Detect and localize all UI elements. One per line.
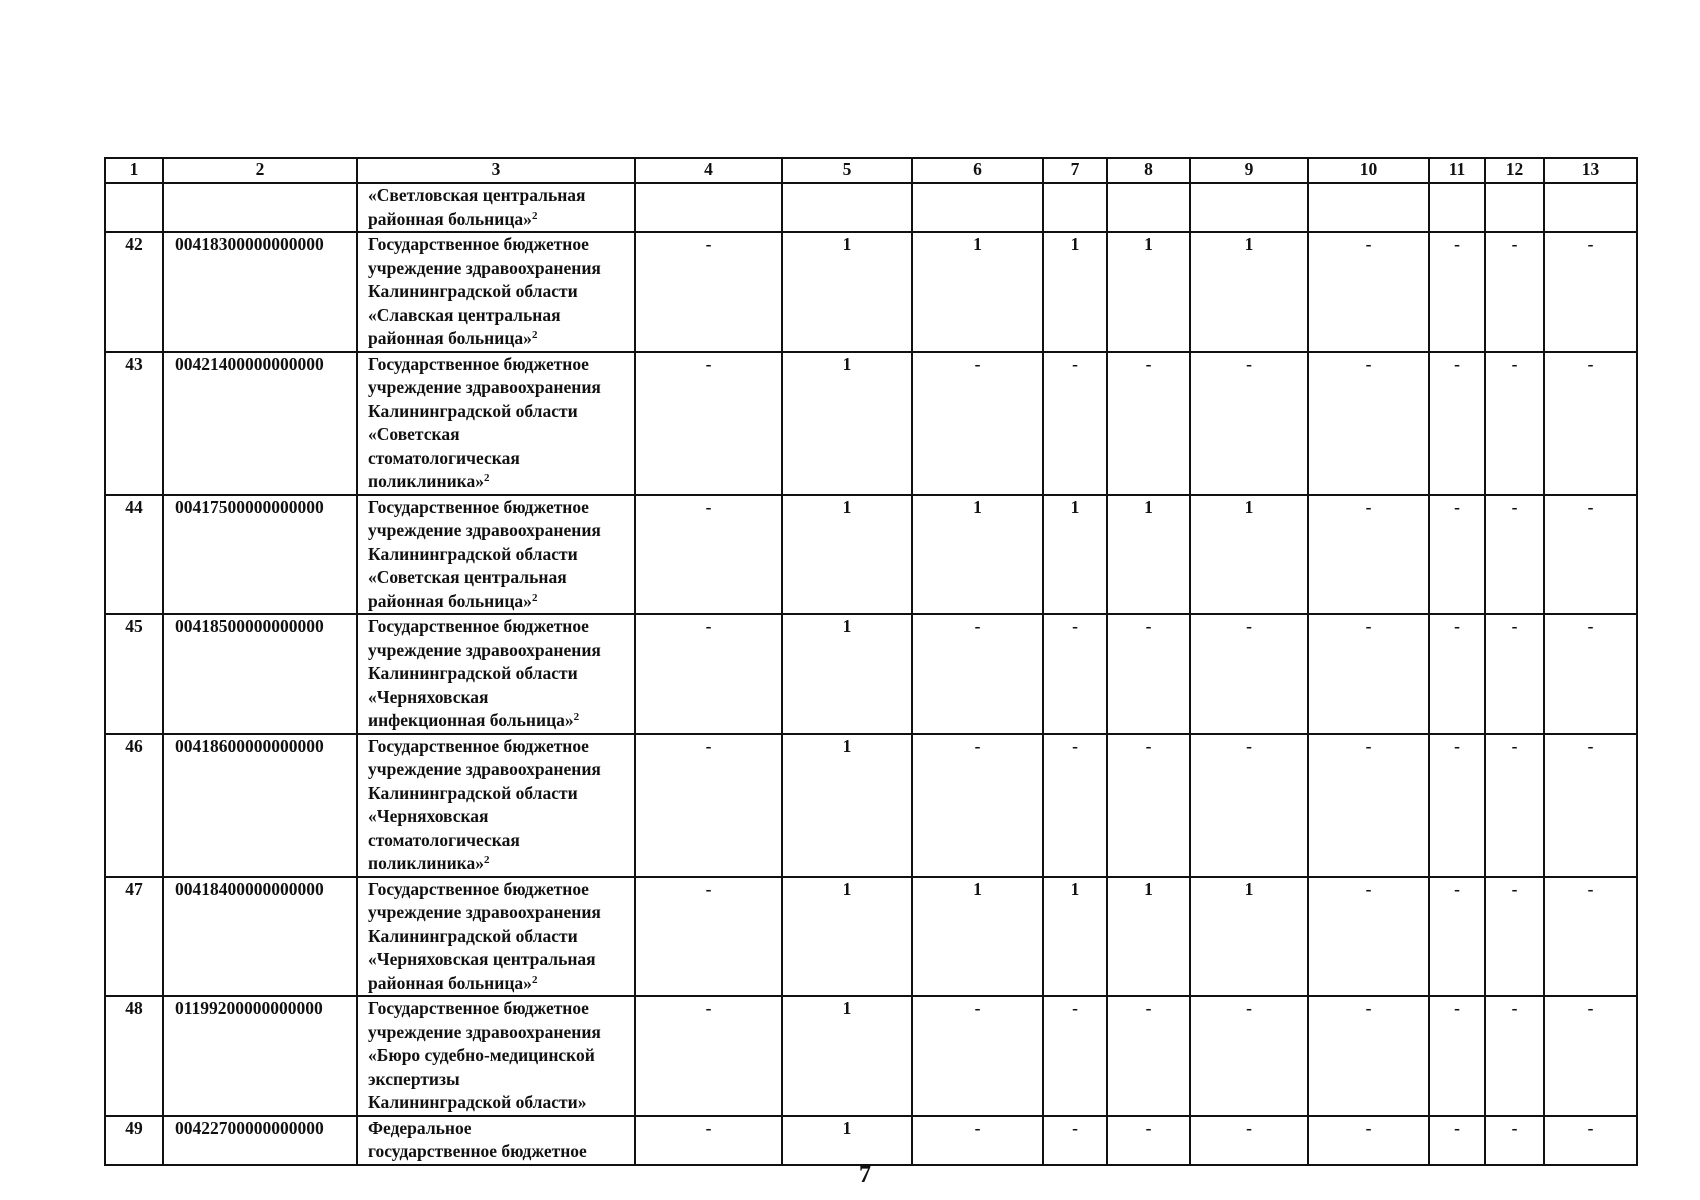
organization-name-line — [368, 566, 624, 590]
organization-name-line — [368, 805, 624, 829]
value-cell-col-7: - — [1043, 614, 1107, 734]
organization-code: 00418400000000000 — [163, 877, 357, 997]
organization-name-line — [368, 997, 624, 1021]
organization-name-text: «Бюро судебно-медицинской — [368, 1045, 595, 1065]
row-number: 42 — [105, 232, 163, 352]
column-header-1: 1 — [105, 158, 163, 183]
value-cell-col-10: - — [1308, 614, 1429, 734]
organization-name-text: государственное бюджетное — [368, 1141, 587, 1161]
column-header-10: 10 — [1308, 158, 1429, 183]
value-cell-col-7: 1 — [1043, 232, 1107, 352]
organization-name-text: районная больница» — [368, 590, 532, 611]
value-cell-col-10: - — [1308, 996, 1429, 1116]
organization-name-line — [368, 280, 624, 304]
row-number: 45 — [105, 614, 163, 734]
organization-name-line — [368, 1117, 624, 1141]
value-cell-col-4: - — [635, 614, 782, 734]
table-row — [105, 495, 1637, 615]
value-cell-col-4: - — [635, 232, 782, 352]
footnote-marker: 2 — [531, 329, 538, 341]
table-row — [105, 877, 1637, 997]
value-cell-col-8: - — [1107, 734, 1190, 877]
table-row — [105, 614, 1637, 734]
organization-name-line — [368, 829, 624, 853]
organization-name-text: экспертизы — [368, 1068, 460, 1089]
organization-name — [357, 996, 635, 1116]
organization-name-line — [368, 735, 624, 759]
value-cell-col-12: - — [1485, 352, 1544, 495]
organization-name-line — [368, 901, 624, 925]
organization-name-line — [368, 496, 624, 520]
organization-name-line — [368, 353, 624, 377]
value-cell-col-10: - — [1308, 232, 1429, 352]
organization-name-text: учреждение здравоохранения — [368, 257, 601, 278]
organization-name-text: «Черняховская — [368, 686, 489, 707]
value-cell-col-9 — [1190, 183, 1308, 232]
organization-name-text: стоматологическая — [368, 829, 520, 850]
organization-name-line — [368, 543, 624, 567]
organization-code — [163, 183, 357, 232]
value-cell-col-4: - — [635, 495, 782, 615]
row-number: 46 — [105, 734, 163, 877]
organization-name-line — [368, 304, 624, 328]
value-cell-col-10 — [1308, 183, 1429, 232]
value-cell-col-12: - — [1485, 877, 1544, 997]
organization-code: 01199200000000000 — [163, 996, 357, 1116]
organization-name-line — [368, 400, 624, 424]
organization-name-text: «Советская центральная — [368, 567, 567, 587]
organization-name — [357, 877, 635, 997]
value-cell-col-6: 1 — [912, 232, 1043, 352]
value-cell-col-5: 1 — [782, 495, 912, 615]
organization-name-text: стоматологическая — [368, 447, 520, 468]
value-cell-col-6: - — [912, 352, 1043, 495]
organization-code: 00417500000000000 — [163, 495, 357, 615]
value-cell-col-12: - — [1485, 495, 1544, 615]
organization-name-line — [368, 758, 624, 782]
organization-name-text: Государственное бюджетное — [368, 998, 589, 1018]
table-header-row — [105, 158, 1637, 183]
organization-name-text: Государственное бюджетное — [368, 496, 589, 517]
value-cell-col-7: - — [1043, 1116, 1107, 1165]
organization-name-text: «Советская — [368, 424, 460, 444]
value-cell-col-6 — [912, 183, 1043, 232]
table-body — [105, 183, 1637, 1165]
value-cell-col-11: - — [1429, 996, 1485, 1116]
value-cell-col-7: - — [1043, 734, 1107, 877]
value-cell-col-12 — [1485, 183, 1544, 232]
footnote-marker: 2 — [531, 973, 538, 986]
column-header-13: 13 — [1544, 158, 1637, 183]
organization-name-line — [368, 948, 624, 972]
organization-name — [357, 1116, 635, 1165]
organization-name-line — [368, 1091, 624, 1115]
column-header-8: 8 — [1107, 158, 1190, 183]
organization-name-line — [368, 686, 624, 710]
table-row — [105, 1116, 1637, 1165]
value-cell-col-9: 1 — [1190, 877, 1308, 997]
value-cell-col-13: - — [1544, 614, 1637, 734]
organization-code: 00418500000000000 — [163, 614, 357, 734]
value-cell-col-8: - — [1107, 996, 1190, 1116]
organization-name-text: Калининградской области — [368, 663, 578, 683]
value-cell-col-6: - — [912, 996, 1043, 1116]
organization-name-line — [368, 1021, 624, 1045]
organization-name-line — [368, 327, 624, 351]
organization-name-line — [368, 782, 624, 806]
column-header-5: 5 — [782, 158, 912, 183]
organization-name-text: Государственное бюджетное — [368, 616, 589, 636]
value-cell-col-4: - — [635, 877, 782, 997]
organization-name-line — [368, 662, 624, 686]
value-cell-col-13: - — [1544, 996, 1637, 1116]
column-header-6: 6 — [912, 158, 1043, 183]
value-cell-col-11: - — [1429, 352, 1485, 495]
value-cell-col-7: - — [1043, 352, 1107, 495]
organization-name-text: Федеральное — [368, 1117, 472, 1138]
value-cell-col-4: - — [635, 1116, 782, 1165]
value-cell-col-5: 1 — [782, 352, 912, 495]
value-cell-col-8: 1 — [1107, 495, 1190, 615]
organization-name-line — [368, 852, 624, 876]
organization-name-line — [368, 257, 624, 281]
table-row — [105, 734, 1637, 877]
organization-name-text: Государственное бюджетное — [368, 735, 589, 756]
value-cell-col-8 — [1107, 183, 1190, 232]
value-cell-col-7: 1 — [1043, 877, 1107, 997]
value-cell-col-6: - — [912, 1116, 1043, 1165]
column-header-3: 3 — [357, 158, 635, 183]
organization-name-text: учреждение здравоохранения — [368, 902, 601, 922]
value-cell-col-6: 1 — [912, 495, 1043, 615]
organization-name-line — [368, 1068, 624, 1092]
column-header-7: 7 — [1043, 158, 1107, 183]
organization-name-text: районная больница» — [368, 328, 532, 348]
organization-name-line — [368, 615, 624, 639]
value-cell-col-6: - — [912, 734, 1043, 877]
value-cell-col-5 — [782, 183, 912, 232]
organization-name-line — [368, 972, 624, 996]
organization-name-text: поликлиника» — [368, 471, 484, 491]
value-cell-col-8: 1 — [1107, 232, 1190, 352]
organization-name-line — [368, 208, 624, 232]
organization-name-line — [368, 423, 624, 447]
row-number: 49 — [105, 1116, 163, 1165]
value-cell-col-13: - — [1544, 232, 1637, 352]
value-cell-col-12: - — [1485, 734, 1544, 877]
table-row — [105, 352, 1637, 495]
value-cell-col-8: - — [1107, 614, 1190, 734]
page-number: 7 — [859, 1162, 871, 1188]
organization-name-text: «Черняховская центральная — [368, 949, 596, 969]
organization-name-text: учреждение здравоохранения — [368, 759, 601, 779]
organization-name — [357, 232, 635, 352]
row-number: 47 — [105, 877, 163, 997]
organization-name-text: учреждение здравоохранения — [368, 639, 601, 660]
value-cell-col-11: - — [1429, 614, 1485, 734]
organization-name — [357, 495, 635, 615]
organization-name — [357, 614, 635, 734]
value-cell-col-12: - — [1485, 996, 1544, 1116]
organization-name-text: Государственное бюджетное — [368, 353, 589, 374]
table-row — [105, 183, 1637, 232]
value-cell-col-12: - — [1485, 232, 1544, 352]
organization-name-line — [368, 1044, 624, 1068]
organization-name-text: районная больница» — [368, 972, 532, 993]
value-cell-col-5: 1 — [782, 232, 912, 352]
value-cell-col-9: - — [1190, 996, 1308, 1116]
organization-name-line — [368, 709, 624, 733]
value-cell-col-13: - — [1544, 1116, 1637, 1165]
organization-name-line — [368, 590, 624, 614]
value-cell-col-11: - — [1429, 877, 1485, 997]
organization-name-line — [368, 925, 624, 949]
organization-name-text: учреждение здравоохранения — [368, 520, 601, 540]
organization-name-line — [368, 878, 624, 902]
organization-code: 00418300000000000 — [163, 232, 357, 352]
value-cell-col-6: - — [912, 614, 1043, 734]
organization-name-text: Калининградской области — [368, 925, 578, 946]
organization-name-text: Государственное бюджетное — [368, 234, 589, 254]
value-cell-col-8: - — [1107, 1116, 1190, 1165]
value-cell-col-4: - — [635, 734, 782, 877]
value-cell-col-9: - — [1190, 614, 1308, 734]
organization-name-text: Калининградской области — [368, 782, 578, 803]
organization-code: 00422700000000000 — [163, 1116, 357, 1165]
organization-name-line — [368, 233, 624, 257]
value-cell-col-10: - — [1308, 495, 1429, 615]
footnote-marker: 2 — [483, 854, 490, 866]
column-header-9: 9 — [1190, 158, 1308, 183]
value-cell-col-8: 1 — [1107, 877, 1190, 997]
value-cell-col-5: 1 — [782, 1116, 912, 1165]
value-cell-col-11: - — [1429, 232, 1485, 352]
footnote-marker: 2 — [531, 591, 538, 604]
value-cell-col-11: - — [1429, 495, 1485, 615]
data-table — [104, 157, 1638, 1166]
organization-code: 00418600000000000 — [163, 734, 357, 877]
value-cell-col-5: 1 — [782, 614, 912, 734]
value-cell-col-13 — [1544, 183, 1637, 232]
organization-name-text: Государственное бюджетное — [368, 878, 589, 899]
value-cell-col-9: - — [1190, 1116, 1308, 1165]
column-header-4: 4 — [635, 158, 782, 183]
footnote-marker: 2 — [531, 209, 538, 222]
value-cell-col-6: 1 — [912, 877, 1043, 997]
organization-name — [357, 734, 635, 877]
organization-name-line — [368, 470, 624, 494]
value-cell-col-11 — [1429, 183, 1485, 232]
value-cell-col-10: - — [1308, 352, 1429, 495]
organization-name-line — [368, 519, 624, 543]
organization-name — [357, 352, 635, 495]
value-cell-col-10: - — [1308, 877, 1429, 997]
value-cell-col-7: 1 — [1043, 495, 1107, 615]
value-cell-col-4: - — [635, 352, 782, 495]
value-cell-col-8: - — [1107, 352, 1190, 495]
organization-name-line — [368, 376, 624, 400]
organization-name-text: поликлиника» — [368, 853, 484, 873]
value-cell-col-5: 1 — [782, 877, 912, 997]
table-row — [105, 996, 1637, 1116]
value-cell-col-7 — [1043, 183, 1107, 232]
organization-name — [357, 183, 635, 232]
value-cell-col-13: - — [1544, 495, 1637, 615]
value-cell-col-7: - — [1043, 996, 1107, 1116]
organization-name-text: «Черняховская — [368, 806, 489, 826]
organization-name-text: Калининградской области — [368, 400, 578, 421]
organization-name-line — [368, 1140, 624, 1164]
footnote-marker: 2 — [483, 472, 490, 484]
value-cell-col-12: - — [1485, 614, 1544, 734]
organization-name-text: Калининградской области — [368, 281, 578, 301]
value-cell-col-10: - — [1308, 734, 1429, 877]
organization-name-text: инфекционная больница» — [368, 710, 574, 730]
value-cell-col-12: - — [1485, 1116, 1544, 1165]
organization-name-text: учреждение здравоохранения — [368, 1021, 601, 1042]
value-cell-col-13: - — [1544, 734, 1637, 877]
value-cell-col-5: 1 — [782, 734, 912, 877]
organization-name-text: «Славская центральная — [368, 304, 561, 325]
column-header-11: 11 — [1429, 158, 1485, 183]
table-row — [105, 232, 1637, 352]
organization-name-line — [368, 639, 624, 663]
organization-code: 00421400000000000 — [163, 352, 357, 495]
value-cell-col-13: - — [1544, 352, 1637, 495]
organization-name-text: учреждение здравоохранения — [368, 377, 601, 397]
organization-name-text: Калининградской области» — [368, 1092, 587, 1112]
organization-name-text: «Светловская центральная — [368, 185, 586, 205]
column-header-2: 2 — [163, 158, 357, 183]
value-cell-col-11: - — [1429, 734, 1485, 877]
value-cell-col-9: - — [1190, 734, 1308, 877]
organization-name-text: районная больница» — [368, 208, 532, 229]
row-number: 44 — [105, 495, 163, 615]
row-number: 43 — [105, 352, 163, 495]
organization-name-text: Калининградской области — [368, 543, 578, 564]
footnote-marker: 2 — [573, 711, 580, 723]
row-number: 48 — [105, 996, 163, 1116]
value-cell-col-9: - — [1190, 352, 1308, 495]
value-cell-col-9: 1 — [1190, 495, 1308, 615]
value-cell-col-4: - — [635, 996, 782, 1116]
value-cell-col-11: - — [1429, 1116, 1485, 1165]
organization-name-line — [368, 184, 624, 208]
organization-name-line — [368, 447, 624, 471]
column-header-12: 12 — [1485, 158, 1544, 183]
value-cell-col-4 — [635, 183, 782, 232]
value-cell-col-13: - — [1544, 877, 1637, 997]
value-cell-col-10: - — [1308, 1116, 1429, 1165]
value-cell-col-9: 1 — [1190, 232, 1308, 352]
value-cell-col-5: 1 — [782, 996, 912, 1116]
row-number — [105, 183, 163, 232]
